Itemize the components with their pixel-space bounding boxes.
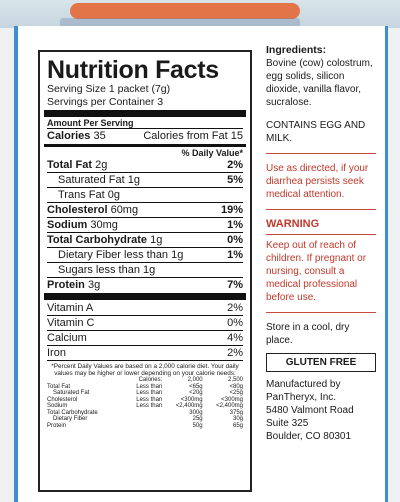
vitamin-rows [47,301,243,361]
nutrient-row [47,187,243,202]
nutrient-label [58,264,155,277]
daily-values-cell: <65g [189,383,203,390]
vitamin-row [47,345,243,360]
nutrient-name: Total Fat [47,159,93,171]
nutrient-label [47,234,162,247]
nutrient-name: Dietary Fiber [58,249,121,261]
nutrient-row [47,172,243,187]
nutrient-dv: 19% [220,204,243,216]
nutrient-row [47,232,243,247]
red-divider-4 [266,312,376,313]
nutrient-amount: 30mg [87,219,118,231]
daily-values-table [47,377,243,429]
daily-values-cell: Dietary Fiber [53,416,88,423]
package-top-band [0,0,400,28]
nutrient-row [47,202,243,217]
red-divider-3 [266,234,376,235]
daily-values-cell: 375g [229,409,243,416]
calories-from-fat: Calories from Fat 15 [143,130,243,142]
nutrient-dv: 2% [227,159,243,171]
manufacturer-line: Manufactured by [266,379,341,390]
daily-values-cell: Protein [47,422,67,429]
nutrient-amount: less than 1g [120,249,184,261]
footnote-text: *Percent Daily Values are based on a 2,000 calorie diet. Your daily values may be higher or lower depending on your calorie needs: [51,363,239,378]
daily-values-cell: 65g [232,422,243,429]
calories-label: Calories [47,130,91,142]
daily-values-cell: 50g [192,422,203,429]
daily-values-header-cell: 2,000 [187,377,203,384]
daily-values-cell: <80g [229,383,243,390]
daily-values-cell: <2,400mg [216,403,243,410]
daily-values-cell: Cholesterol [47,396,78,403]
daily-values-row [47,423,243,430]
nutrient-row [47,277,243,292]
storage-text: Store in a cool, dry place. [266,322,350,346]
nutrient-amount: 0g [104,189,120,201]
nutrient-name: Trans Fat [58,189,105,201]
vitamin-name: Calcium [47,332,87,344]
daily-values-header-cell: 2,500 [227,377,243,384]
nutrient-row [47,158,243,172]
vitamin-dv: 2% [227,347,243,359]
vitamin-row [47,315,243,330]
daily-values-cell: <300mg [221,396,243,403]
vitamin-row [47,301,243,315]
daily-values-header-cell: Calories: [138,377,163,384]
nutrient-amount: 60mg [107,204,139,216]
daily-values-cell: Less than [136,390,163,397]
daily-values-cell: Sodium [47,403,68,410]
manufacturer-line: Suite 325 [266,418,309,429]
red-divider-2 [266,209,376,210]
nutrient-label [58,189,120,202]
daily-values-cell: 300g [189,409,203,416]
warning-text: Keep out of reach of children. If pregnant or nursing, consult a medical professional before use. [266,240,367,303]
gluten-free-badge: GLUTEN FREE [266,353,376,372]
daily-value-header: % Daily Value* [181,148,243,158]
nutrient-name: Sodium [47,219,88,231]
ingredients-heading: Ingredients: [266,44,327,56]
ingredients-text: Bovine (cow) colostrum, egg solids, silicon dioxide, vanilla flavor, sucralose. [266,58,373,108]
daily-values-cell: Saturated Fat [53,390,90,397]
servings-per-container: Servings per Container 3 [47,96,164,108]
nutrient-label [47,279,100,292]
vitamin-row [47,330,243,345]
thick-divider [44,110,246,117]
brand-banner [70,3,300,19]
manufacturer-line: Boulder, CO 80301 [266,431,352,442]
footnote-divider [47,360,243,361]
nutrient-row [47,217,243,232]
calories-row [47,128,243,143]
calories-value: 35 [93,130,106,142]
nutrition-title: Nutrition Facts [47,56,219,84]
nutrient-dv: 5% [227,174,243,186]
medium-divider [44,144,246,147]
daily-values-cell: 30g [232,416,243,423]
nutrient-label [58,174,140,187]
nutrition-facts-panel [38,50,252,492]
nutrient-name: Sugars [58,264,93,276]
nutrient-dv: 0% [227,234,243,246]
nutrient-dv: 1% [227,249,243,261]
nutrient-row [47,262,243,277]
nutrient-rows [47,158,243,292]
daily-values-cell: <20g [189,390,203,397]
daily-values-cell: Less than [136,396,163,403]
nutrient-label [58,249,183,262]
vitamin-name: Vitamin C [47,317,95,329]
directions-text: Use as directed, if your diarrhea persists seek medical attention. [266,163,369,200]
allergen-statement: CONTAINS EGG AND MILK. [266,120,366,144]
vitamin-dv: 4% [227,332,243,344]
nutrient-name: Protein [47,279,85,291]
vitamin-name: Iron [47,347,66,359]
amount-per-serving: Amount Per Serving [47,118,134,128]
nutrient-dv: 7% [227,279,243,291]
nutrient-label [47,204,138,217]
daily-values-cell: <2,400mg [175,403,203,410]
side-column [266,44,376,443]
daily-values-cell: Less than [136,383,163,390]
daily-values-cell: Total Fat [47,383,71,390]
vitamin-dv: 2% [227,302,243,314]
nutrient-amount: 2g [92,159,108,171]
nutrient-amount: 3g [84,279,101,291]
nutrient-label [47,219,118,232]
nutrient-label [47,159,107,172]
nutrient-name: Saturated Fat [58,174,125,186]
daily-values-cell: 25g [192,416,203,423]
nutrient-amount: less than 1g [92,264,156,276]
thick-divider-2 [44,293,246,300]
manufacturer-line: 5480 Valmont Road [266,405,354,416]
nutrient-dv: 1% [227,219,243,231]
daily-values-cell: <300mg [180,396,203,403]
daily-values-cell [123,423,162,430]
serving-size: Serving Size 1 packet (7g) [47,83,171,95]
manufacturer-line: PanTheryx, Inc. [266,392,337,403]
nutrient-name: Total Carbohydrate [47,234,148,246]
nutrient-amount: 1g [147,234,163,246]
vitamin-dv: 0% [227,317,243,329]
nutrient-row [47,247,243,262]
nutrient-name: Cholesterol [47,204,108,216]
nutrient-amount: 1g [124,174,140,186]
daily-values-cell: Total Carbohydrate [47,409,98,416]
warning-heading: WARNING [266,218,320,230]
daily-values-cell: Less than [136,403,163,410]
manufacturer-block [266,378,376,443]
footnote-section [47,363,243,429]
vitamin-name: Vitamin A [47,302,94,314]
daily-values-cell: <25g [229,390,243,397]
red-divider [266,153,376,154]
